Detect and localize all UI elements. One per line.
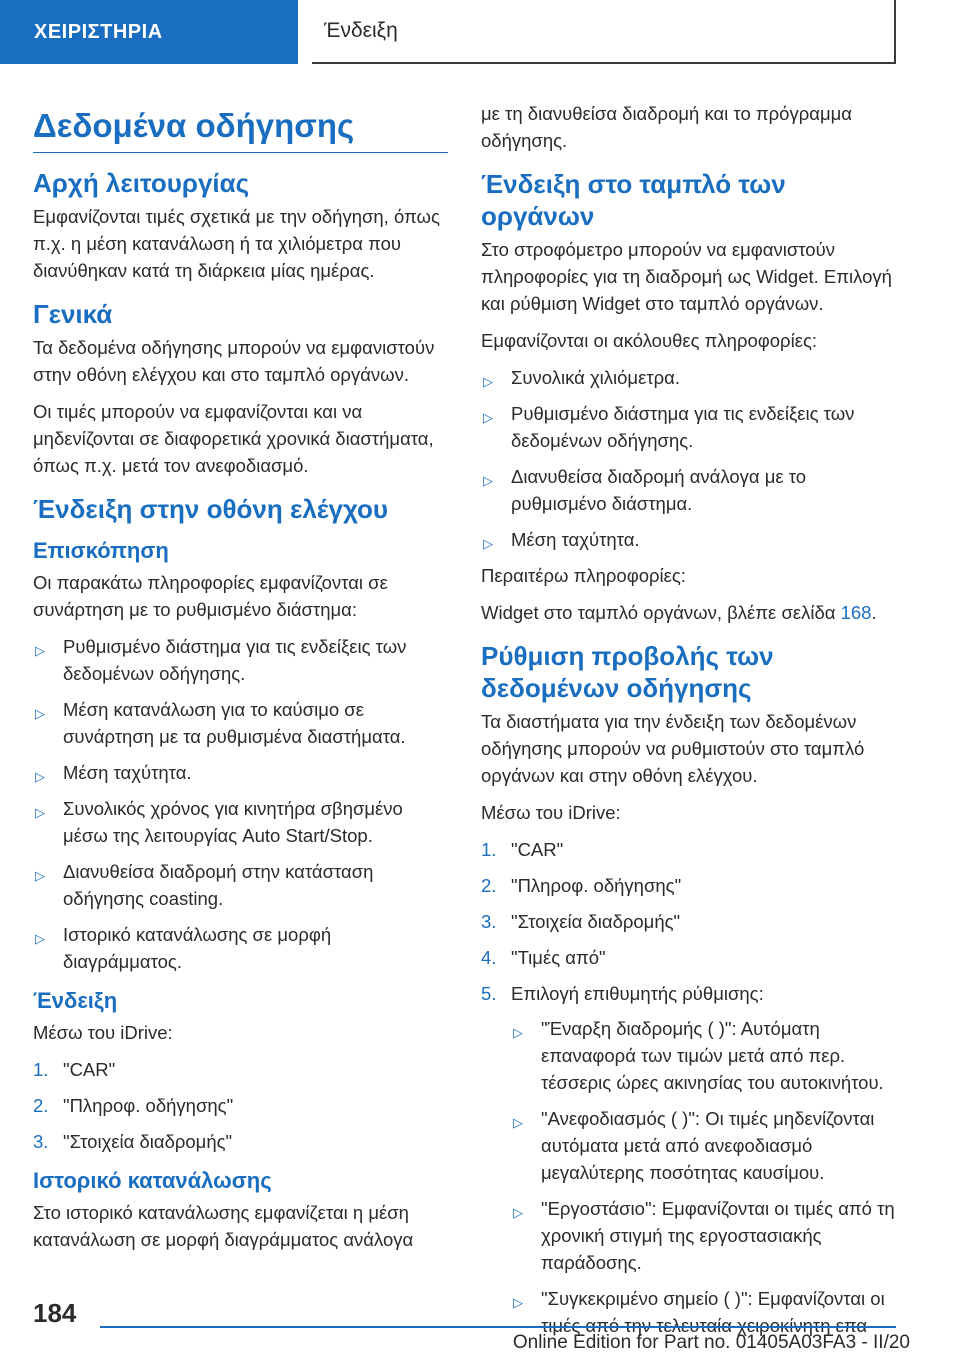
step-item	[33, 1056, 448, 1083]
step-number: 3.	[481, 911, 497, 932]
list-item-text: Ρυθμισμένο διάστημα για τις ενδείξεις των δεδομένων οδήγησης.	[511, 403, 855, 451]
step-number: 1.	[481, 839, 497, 860]
paragraph: Εμφανίζονται τιμές σχετικά με την οδήγηση, όπως π.χ. η μέση κατανάλωση ή τα χιλιόμετρα που διανύθηκαν κατά τη διάρκεια μίας ημέρας.	[33, 206, 440, 281]
list-item-text: Συνολικός χρόνος για κινητήρα σβησμένο μέσω της λειτουργίας Auto Start/Stop.	[63, 798, 403, 846]
paragraph: Μέσω του iDrive:	[481, 802, 621, 823]
triangle-bullet-icon: ▷	[513, 1205, 523, 1220]
step-number: 2.	[481, 875, 497, 896]
list-item-text: Διανυθείσα διαδρομή ανάλογα με το ρυθμισμένο διάστημα.	[511, 466, 807, 514]
list-item-text: Μέση ταχύτητα.	[63, 762, 192, 783]
paragraph: Εμφανίζονται οι ακόλουθες πληροφορίες:	[481, 330, 817, 351]
step-text: "Πληροφ. οδήγησης"	[511, 875, 682, 896]
paragraph: Στο ιστορικό κατανάλωσης εμφανίζεται η μέση κατανάλωση σε μορφή διαγράμματος ανάλογα	[33, 1202, 414, 1250]
paragraph: Στο στροφόμετρο μπορούν να εμφανιστούν πληροφορίες για τη διαδρομή ως Widget. Επιλογή και ρύθμιση Widget στο ταμπλό οργάνων.	[481, 239, 892, 314]
triangle-bullet-icon: ▷	[35, 643, 45, 658]
list-item-text: "Συγκεκριμένο σημείο ( )": Εμφανίζονται οι τιμές από την τελευταία χειροκίνητη επα-	[541, 1288, 885, 1336]
step-text: "Στοιχεία διαδρομής"	[63, 1131, 233, 1152]
page-title: Δεδομένα οδήγησης	[33, 106, 448, 153]
list-item	[481, 400, 901, 454]
list-item	[33, 795, 448, 849]
step-text: "Τιμές από"	[511, 947, 606, 968]
step-number: 5.	[481, 983, 497, 1004]
step-number: 4.	[481, 947, 497, 968]
reference-end: .	[871, 602, 877, 623]
footer-edition: Online Edition for Part no. 01405A03FA3 - II/20	[512, 1332, 910, 1353]
left-column	[33, 96, 448, 1263]
step-number: 1.	[33, 1059, 49, 1080]
paragraph: Τα διαστήματα για την ένδειξη των δεδομένων οδήγησης μπορούν να ρυθμιστούν στο ταμπλό οργάνων και στην οθόνη ελέγχου.	[481, 711, 865, 786]
triangle-bullet-icon: ▷	[35, 931, 45, 946]
step-item	[33, 1092, 448, 1119]
list-item	[33, 858, 448, 912]
triangle-bullet-icon: ▷	[35, 805, 45, 820]
step-text: "Πληροφ. οδήγησης"	[63, 1095, 234, 1116]
step-number: 2.	[33, 1095, 49, 1116]
subsection-title-display: Ένδειξη	[33, 988, 118, 1013]
list-item	[33, 633, 448, 687]
list-item	[481, 526, 901, 553]
list-item	[33, 759, 448, 786]
step-text: Επιλογή επιθυμητής ρύθμισης:	[511, 983, 764, 1004]
header-section-tab: ΧΕΙΡΙΣΤΗΡΙΑ	[0, 0, 298, 64]
step-item	[33, 1128, 448, 1155]
step-item	[481, 944, 901, 971]
page-number: 184	[33, 1298, 77, 1328]
list-item	[511, 1015, 901, 1096]
list-item-text: Μέση κατανάλωση για το καύσιμο σε συνάρτηση με τα ρυθμισμένα διαστήματα.	[63, 699, 406, 747]
triangle-bullet-icon: ▷	[513, 1115, 523, 1130]
list-item	[511, 1195, 901, 1276]
step-number: 3.	[33, 1131, 49, 1152]
triangle-bullet-icon: ▷	[513, 1295, 523, 1310]
step-item	[481, 980, 901, 1339]
list-item	[511, 1105, 901, 1186]
paragraph: με τη διανυθείσα διαδρομή και το πρόγραμμα οδήγησης.	[481, 103, 852, 151]
list-item-text: Συνολικά χιλιόμετρα.	[511, 367, 681, 388]
triangle-bullet-icon: ▷	[35, 769, 45, 784]
subsection-title-consumption-history: Ιστορικό κατανάλωσης	[33, 1168, 272, 1193]
list-item-text: Διανυθείσα διαδρομή στην κατάσταση οδήγησης coasting.	[63, 861, 374, 909]
triangle-bullet-icon: ▷	[513, 1025, 523, 1040]
paragraph: Οι παρακάτω πληροφορίες εμφανίζονται σε συνάρτηση με το ρυθμισμένο διάστημα:	[33, 572, 388, 620]
list-item-text: Μέση ταχύτητα.	[511, 529, 640, 550]
list-item-text: Ρυθμισμένο διάστημα για τις ενδείξεις των δεδομένων οδήγησης.	[63, 636, 407, 684]
paragraph: Περαιτέρω πληροφορίες:	[481, 565, 686, 586]
step-text: "Στοιχεία διαδρομής"	[511, 911, 681, 932]
steps-list-display	[33, 1056, 448, 1155]
section-title-display-settings: Ρύθμιση προβολής των δεδομένων οδήγησης	[481, 641, 774, 703]
header-chapter-box: Ένδειξη	[312, 0, 896, 64]
step-text: "CAR"	[511, 839, 564, 860]
triangle-bullet-icon: ▷	[483, 473, 493, 488]
right-column	[481, 100, 901, 1348]
bullet-list-cluster	[481, 364, 901, 553]
page-reference-link[interactable]: 168	[840, 602, 872, 623]
list-item	[481, 364, 901, 391]
sub-bullet-list	[511, 1015, 901, 1339]
list-item-text: "Εργοστάσιο": Εμφανίζονται οι τιμές από τη χρονική στιγμή της εργοστασιακής παράδοσης.	[541, 1198, 895, 1273]
step-text: "CAR"	[63, 1059, 116, 1080]
list-item-text: Ιστορικό κατανάλωσης σε μορφή διαγράμματος.	[63, 924, 332, 972]
list-item-text: "Ανεφοδιασμός ( )": Οι τιμές μηδενίζονται αυτόματα μετά από ανεφοδιασμό μεγαλύτερης ποσότητας καυσίμου.	[541, 1108, 875, 1183]
triangle-bullet-icon: ▷	[35, 868, 45, 883]
section-title-control-display: Ένδειξη στην οθόνη ελέγχου	[33, 494, 389, 524]
section-title-general: Γενικά	[33, 299, 113, 329]
list-item	[511, 1285, 901, 1339]
triangle-bullet-icon: ▷	[483, 536, 493, 551]
bullet-list-overview	[33, 633, 448, 975]
section-title-principle: Αρχή λειτουργίας	[33, 168, 250, 198]
list-item	[33, 696, 448, 750]
paragraph: Μέσω του iDrive:	[33, 1022, 173, 1043]
step-item	[481, 908, 901, 935]
list-item	[33, 921, 448, 975]
step-item	[481, 836, 901, 863]
reference-text: Widget στο ταμπλό οργάνων, βλέπε σελίδα	[481, 602, 841, 623]
section-title-instrument-cluster: Ένδειξη στο ταμπλό των οργάνων	[481, 169, 786, 231]
triangle-bullet-icon: ▷	[483, 410, 493, 425]
subsection-title-overview: Επισκόπηση	[33, 538, 169, 563]
paragraph-reference	[481, 599, 901, 626]
list-item-text: "Έναρξη διαδρομής ( )": Αυτόματη επαναφορά των τιμών μετά από περ. τέσσερις ώρες ακινησίας του αυτοκινήτου.	[541, 1018, 884, 1093]
steps-list-settings	[481, 836, 901, 1339]
footer-divider	[100, 1326, 896, 1328]
paragraph: Οι τιμές μπορούν να εμφανίζονται και να μηδενίζονται σε διαφορετικά χρονικά διαστήματα, όπως π.χ. μετά τον ανεφοδιασμό.	[33, 401, 434, 476]
step-item	[481, 872, 901, 899]
list-item	[481, 463, 901, 517]
paragraph: Τα δεδομένα οδήγησης μπορούν να εμφανιστούν στην οθόνη ελέγχου και στο ταμπλό οργάνων.	[33, 337, 435, 385]
triangle-bullet-icon: ▷	[35, 706, 45, 721]
triangle-bullet-icon: ▷	[483, 374, 493, 389]
